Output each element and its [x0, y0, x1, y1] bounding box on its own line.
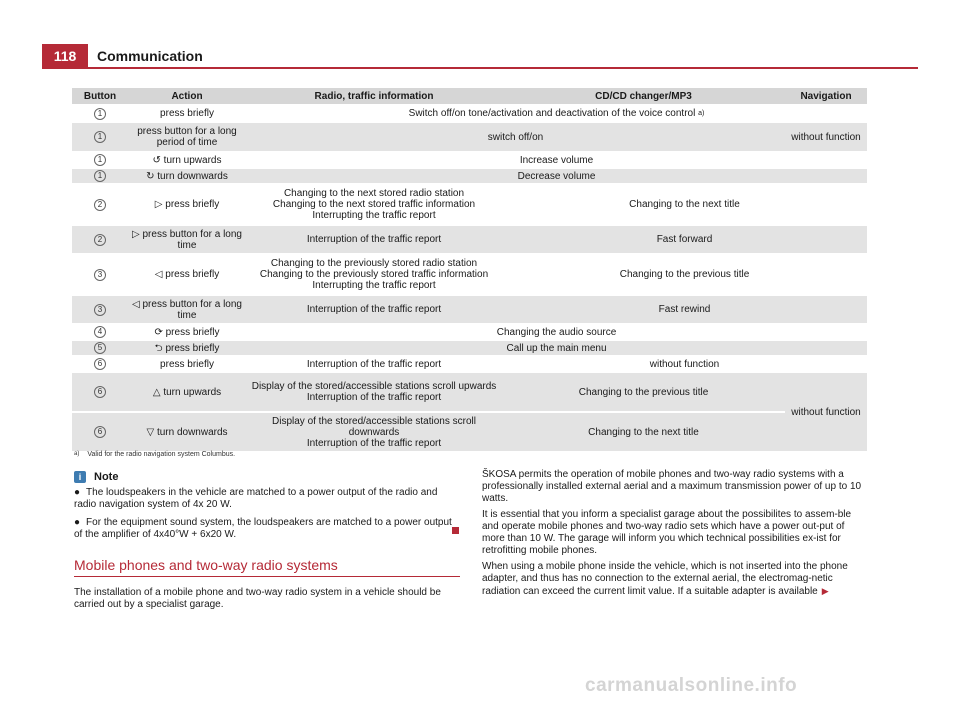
action-cell: ↻ turn downwards [128, 168, 246, 184]
action-cell: ▷ press briefly [128, 184, 246, 225]
table-row [72, 184, 867, 225]
action-cell: ↺ turn upwards [128, 152, 246, 168]
button-number-icon: 3 [94, 304, 106, 316]
button-number-icon: 2 [94, 199, 106, 211]
right-column [482, 469, 868, 602]
merged-cell: Switch off/on tone/activation and deactivation of the voice control $^{a)}$ [246, 105, 867, 122]
footnote-marker: a) [74, 451, 80, 457]
cycle-icon: ⟳ [154, 326, 163, 338]
button-number-icon: 3 [94, 269, 106, 281]
table-row [72, 412, 867, 452]
cd-cell: Changing to the previous title [502, 372, 785, 412]
navigation-cell: without function [785, 372, 867, 452]
paragraph: The installation of a mobile phone and two-way radio system in a vehicle should be carried out by a specialist garage. [74, 587, 441, 610]
radio-cell: Interruption of the traffic report [246, 295, 502, 324]
action-cell: ◁ press button for a long time [128, 295, 246, 324]
table-row [72, 340, 867, 356]
rotate-down-icon: ↻ [146, 170, 155, 182]
col-cd: CD/CD changer/MP3 [502, 88, 785, 105]
merged-cell: Decrease volume [246, 168, 867, 184]
action-cell: ▷ press button for a long time [128, 225, 246, 254]
radio-cell: Changing to the next stored radio station Changing to the next stored traffic information Interrupting the traffic report [246, 184, 502, 225]
paragraph: ŠKOSA permits the operation of mobile phones and two-way radio systems with a professionally installed external aerial and a maximum transmission power of up to 10 watts. [482, 469, 862, 504]
page-number: 118 [42, 44, 88, 68]
button-number-icon: 1 [94, 108, 106, 120]
button-number-icon: 1 [94, 154, 106, 166]
table-row [72, 122, 867, 152]
radio-cell: Interruption of the traffic report [246, 356, 502, 372]
note-title: Note [94, 471, 119, 483]
note-body [74, 487, 460, 547]
table-row [72, 324, 867, 340]
button-number-icon: 1 [94, 131, 106, 143]
triangle-right-icon: ▷ [154, 199, 163, 210]
radio-cell: Changing to the previously stored radio station Changing to the previously stored traffic information Interrupting the traffic report [246, 254, 502, 295]
button-number-icon: 6 [94, 358, 106, 370]
action-cell: △ turn upwards [128, 372, 246, 412]
button-number-icon: 2 [94, 234, 106, 246]
merged-cell: Call up the main menu [246, 340, 867, 356]
action-cell: ⮌ press briefly [128, 340, 246, 356]
table-row [72, 356, 867, 372]
footnote [74, 451, 235, 458]
action-cell: ⟳ press briefly [128, 324, 246, 340]
cd-cell: Changing to the next title [502, 412, 785, 452]
radio-cd-cell: switch off/on [246, 122, 785, 152]
controls-table [72, 88, 867, 453]
merged-cell: Changing the audio source [246, 324, 867, 340]
table-row [72, 254, 867, 295]
triangle-right-icon: ▷ [132, 228, 140, 240]
radio-cell: Display of the stored/accessible stations scroll downwards Interruption of the traffic report [246, 412, 502, 452]
note-item: ● For the equipment sound system, the loudspeakers are matched to a power output of the amplifier of 4x40°W + 6x20 W. [74, 517, 452, 540]
paragraph: It is essential that you inform a specialist garage about the possibilites to assem-ble and operate mobile phones and two-way radio sets which have a power out-put of more than 10 W. The garage will inform you which technical possibilities ex-ist for retrofitting mobile phones. [482, 509, 852, 556]
triangle-up-icon: △ [152, 386, 161, 398]
note-item: ● The loudspeakers in the vehicle are matched to a power output of the radio and radio navigation system of 4x 20 W. [74, 487, 438, 510]
action-cell: ◁ press briefly [128, 254, 246, 295]
footnote-text: Valid for the radio navigation system Columbus. [87, 451, 236, 458]
radio-cell: Display of the stored/accessible stations scroll upwards Interruption of the traffic report [246, 372, 502, 412]
merged-cell: Increase volume [246, 152, 867, 168]
triangle-down-icon: ▽ [146, 426, 155, 438]
table-row [72, 295, 867, 324]
paragraph: When using a mobile phone inside the vehicle, which is not inserted into the phone adapter, and thus has no connection to the external aerial, the electromag-netic radiation can exceed the current limit value. If a suitable adapter is available ▶ [482, 561, 848, 597]
col-navigation: Navigation [785, 88, 867, 105]
footnote-ref: a) [698, 110, 705, 117]
rotate-up-icon: ↺ [152, 154, 161, 166]
col-radio: Radio, traffic information [246, 88, 502, 105]
cd-nav-cell: Fast rewind [502, 295, 867, 324]
radio-cell: Interruption of the traffic report [246, 225, 502, 254]
section-end-marker [452, 527, 459, 534]
back-arrow-icon: ⮌ [154, 342, 163, 354]
note-heading [74, 471, 118, 483]
button-number-icon: 1 [94, 170, 106, 182]
button-number-icon: 5 [94, 342, 106, 354]
cd-nav-cell: without function [502, 356, 867, 372]
triangle-left-icon: ◁ [132, 298, 140, 310]
button-number-icon: 4 [94, 326, 106, 338]
action-cell: press button for a long period of time [128, 122, 246, 152]
cd-nav-cell: Changing to the next title [502, 184, 867, 225]
cd-nav-cell: Fast forward [502, 225, 867, 254]
table-row [72, 168, 867, 184]
table-row [72, 105, 867, 122]
action-cell: press briefly [128, 356, 246, 372]
action-cell: ▽ turn downwards [128, 412, 246, 452]
col-button: Button [72, 88, 128, 105]
table-row [72, 152, 867, 168]
section-divider [74, 576, 460, 577]
bullet-icon: ● [74, 517, 81, 528]
button-number-icon: 6 [94, 386, 106, 398]
header-divider [42, 67, 918, 69]
section-title: Communication [97, 48, 203, 64]
navigation-cell: without function [785, 122, 867, 152]
continue-arrow-icon: ▶ [821, 586, 829, 596]
bullet-icon: ● [74, 487, 81, 498]
action-cell: press briefly [128, 105, 246, 122]
cd-nav-cell: Changing to the previous title [502, 254, 867, 295]
button-number-icon: 6 [94, 426, 106, 438]
section-intro [74, 587, 460, 617]
table-header-row [72, 88, 867, 105]
info-icon: i [74, 471, 86, 483]
watermark: carmanualsonline.info [585, 675, 798, 696]
section-heading: Mobile phones and two-way radio systems [74, 557, 338, 573]
page-header [0, 0, 960, 70]
table-row [72, 225, 867, 254]
col-action: Action [128, 88, 246, 105]
table-row [72, 372, 867, 412]
triangle-left-icon: ◁ [154, 269, 163, 280]
